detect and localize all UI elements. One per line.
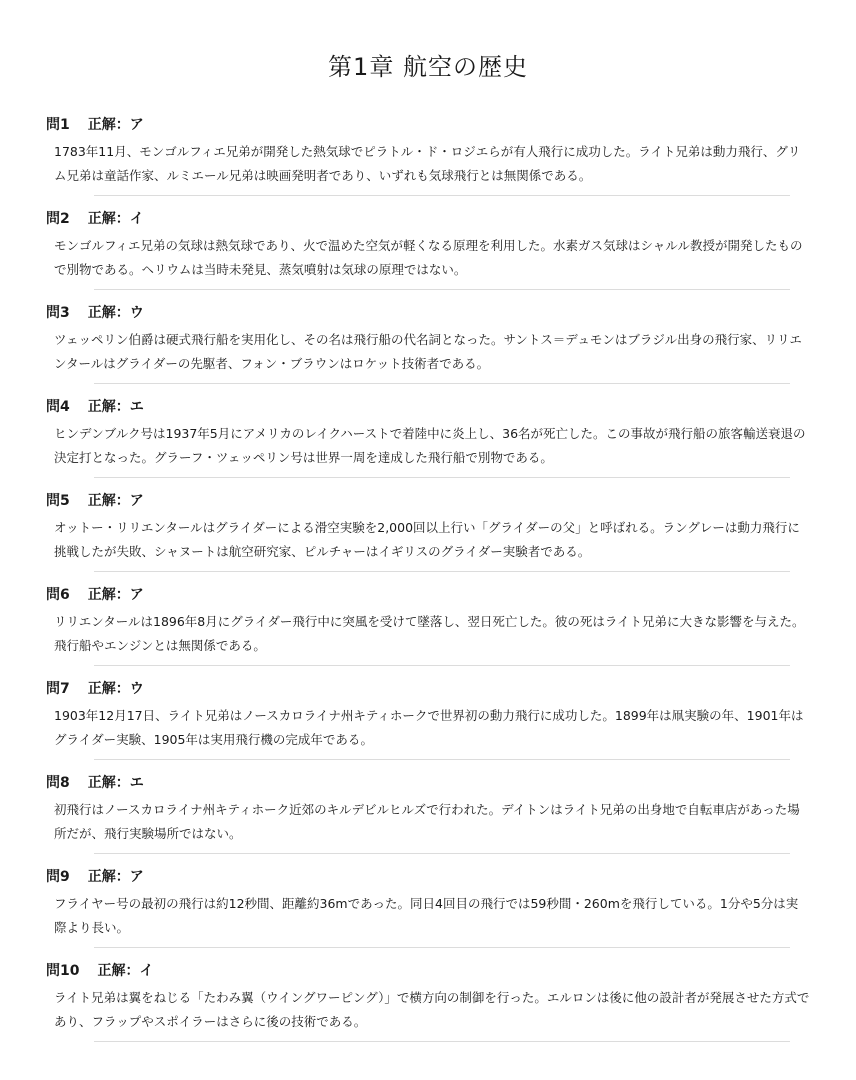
item-divider bbox=[94, 947, 790, 948]
answer-explanation: ライト兄弟は翼をねじる「たわみ翼（ウイングワーピング）」で横方向の制御を行った。エルロンは後に他の設計者が発展させた方式であり、フラップやスポイラーはさらに後の技術である。 bbox=[54, 990, 810, 1029]
correct-answer: 正解：ウ bbox=[87, 305, 144, 321]
item-divider bbox=[94, 195, 790, 196]
answer-explanation: リリエンタールは1896年8月にグライダー飛行中に突風を受けて墜落し、翌日死亡した。彼の死はライト兄弟に大きな影響を与えた。飛行船やエンジンとは無関係である。 bbox=[54, 614, 805, 653]
answer-header bbox=[46, 490, 810, 512]
correct-answer: 正解：ウ bbox=[87, 681, 144, 697]
answer-item-7 bbox=[46, 678, 810, 772]
answer-header bbox=[46, 866, 810, 888]
correct-answer: 正解：ア bbox=[87, 117, 144, 133]
item-divider bbox=[94, 289, 790, 290]
answer-item-9 bbox=[46, 866, 810, 960]
correct-answer: 正解：ア bbox=[87, 493, 144, 509]
answer-header bbox=[46, 302, 810, 324]
answer-header bbox=[46, 678, 810, 700]
page-title: 第1章 航空の歴史 bbox=[328, 53, 528, 81]
question-number: 問6 bbox=[46, 587, 70, 603]
answer-header bbox=[46, 208, 810, 230]
answer-item-2 bbox=[46, 208, 810, 302]
answer-item-3 bbox=[46, 302, 810, 396]
item-divider bbox=[94, 665, 790, 666]
item-divider bbox=[94, 571, 790, 572]
answer-explanation: オットー・リリエンタールはグライダーによる滑空実験を2,000回以上行い「グライダーの父」と呼ばれる。ラングレーは動力飛行に挑戦したが失敗、シャヌートは航空研究家、ピルチャーはイギリスのグライダー実験者である。 bbox=[54, 520, 800, 559]
answer-header bbox=[46, 396, 810, 418]
answer-item-6 bbox=[46, 584, 810, 678]
item-divider bbox=[94, 759, 790, 760]
correct-answer: 正解：ア bbox=[87, 587, 144, 603]
answer-item-10 bbox=[46, 960, 810, 1054]
correct-answer: 正解：ア bbox=[87, 869, 144, 885]
correct-answer: 正解：イ bbox=[87, 211, 144, 227]
question-number: 問4 bbox=[46, 399, 70, 415]
question-number: 問10 bbox=[46, 963, 80, 979]
answer-item-5 bbox=[46, 490, 810, 584]
item-divider bbox=[94, 383, 790, 384]
answer-explanation: 初飛行はノースカロライナ州キティホーク近郊のキルデビルヒルズで行われた。デイトンはライト兄弟の出身地で自転車店があった場所だが、飛行実験場所ではない。 bbox=[54, 802, 800, 841]
correct-answer: 正解：エ bbox=[87, 399, 144, 415]
question-number: 問7 bbox=[46, 681, 70, 697]
answer-item-4 bbox=[46, 396, 810, 490]
correct-answer: 正解：イ bbox=[97, 963, 154, 979]
answer-item-8 bbox=[46, 772, 810, 866]
question-number: 問9 bbox=[46, 869, 70, 885]
question-number: 問2 bbox=[46, 211, 70, 227]
answer-explanation: モンゴルフィエ兄弟の気球は熱気球であり、火で温めた空気が軽くなる原理を利用した。水素ガス気球はシャルル教授が開発したもので別物である。ヘリウムは当時未発見、蒸気噴射は気球の原理ではない。 bbox=[54, 238, 803, 277]
item-divider bbox=[94, 477, 790, 478]
answer-header bbox=[46, 584, 810, 606]
item-divider bbox=[94, 853, 790, 854]
correct-answer: 正解：エ bbox=[87, 775, 144, 791]
question-number: 問8 bbox=[46, 775, 70, 791]
answer-explanation: フライヤー号の最初の飛行は約12秒間、距離約36mであった。同日4回目の飛行では59秒間・260mを飛行している。1分や5分は実際より長い。 bbox=[54, 896, 799, 935]
item-divider bbox=[94, 1041, 790, 1042]
question-number: 問3 bbox=[46, 305, 70, 321]
answer-explanation: 1903年12月17日、ライト兄弟はノースカロライナ州キティホークで世界初の動力飛行に成功した。1899年は凧実験の年、1901年はグライダー実験、1905年は実用飛行機の完成年である。 bbox=[54, 708, 804, 747]
question-number: 問5 bbox=[46, 493, 70, 509]
answer-explanation: ツェッペリン伯爵は硬式飛行船を実用化し、その名は飛行船の代名詞となった。サントス＝デュモンはブラジル出身の飛行家、リリエンタールはグライダーの先駆者、フォン・ブラウンはロケット技術者である。 bbox=[54, 332, 802, 371]
answer-item-1 bbox=[46, 114, 810, 208]
answer-header bbox=[46, 772, 810, 794]
answer-explanation: ヒンデンブルク号は1937年5月にアメリカのレイクハーストで着陸中に炎上し、36名が死亡した。この事故が飛行船の旅客輸送衰退の決定打となった。グラーフ・ツェッペリン号は世界一周を達成した飛行船で別物である。 bbox=[54, 426, 806, 465]
answer-list bbox=[46, 114, 810, 1054]
question-number: 問1 bbox=[46, 117, 70, 133]
answer-explanation: 1783年11月、モンゴルフィエ兄弟が開発した熱気球でピラトル・ド・ロジエらが有人飛行に成功した。ライト兄弟は動力飛行、グリム兄弟は童話作家、ルミエール兄弟は映画発明者であり、いずれも気球飛行とは無関係である。 bbox=[54, 144, 801, 183]
answer-header bbox=[46, 960, 810, 982]
answer-header bbox=[46, 114, 810, 136]
